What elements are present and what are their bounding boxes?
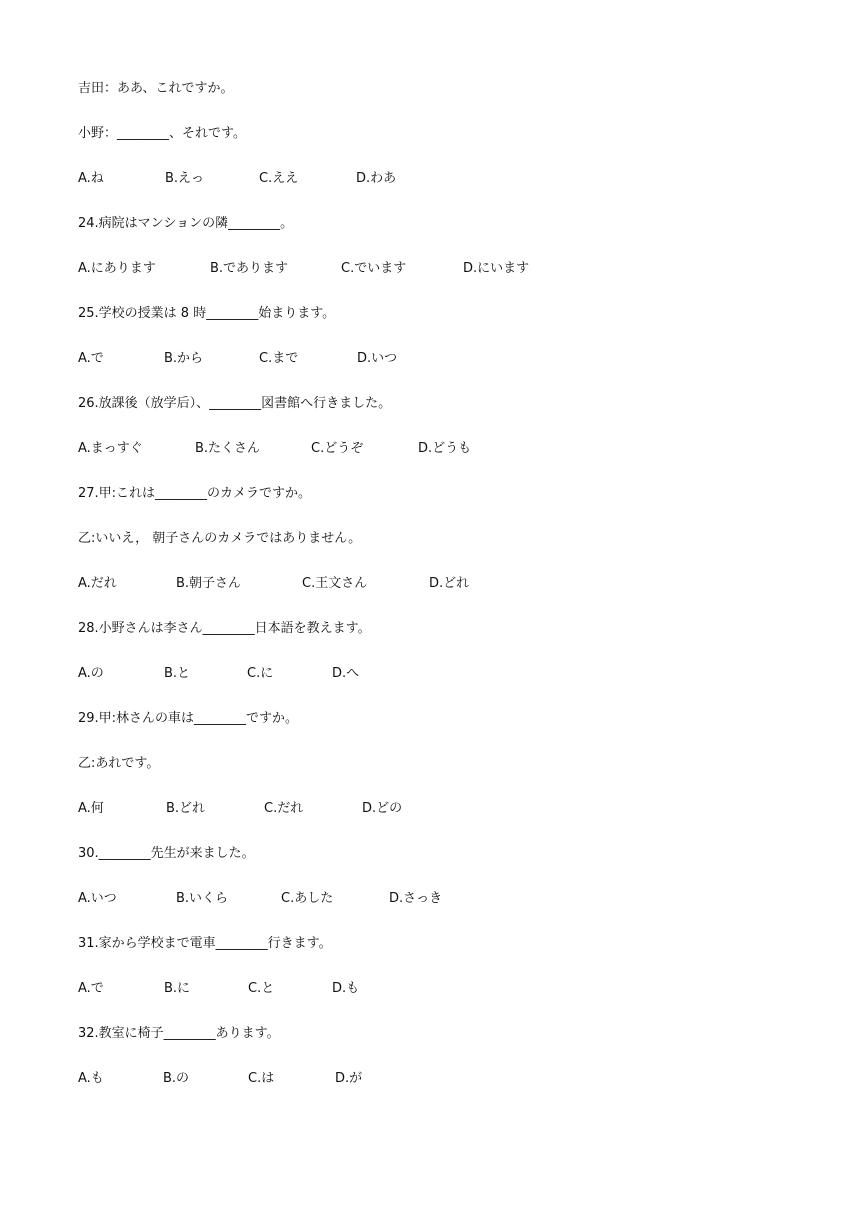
option-c: C.まで	[259, 351, 299, 366]
dialogue-line-otsu: 乙:あれです。	[78, 756, 160, 771]
question-31: 31.家から学校まで電車________行きます。	[78, 936, 332, 951]
question-30: 30.________先生が来ました。	[78, 846, 255, 861]
option-d: D.が	[335, 1071, 363, 1086]
option-b: B.の	[163, 1071, 190, 1086]
question-25: 25.学校の授業は 8 時________始まります。	[78, 306, 336, 321]
option-b: B.であります	[210, 261, 289, 276]
option-b: B.から	[164, 351, 204, 366]
option-c: C.王文さん	[302, 576, 368, 591]
option-d: D.いつ	[357, 351, 398, 366]
option-a: A.にあります	[78, 261, 156, 276]
question-32: 32.教室に椅子________あります。	[78, 1026, 280, 1041]
option-c: C.だれ	[264, 801, 304, 816]
option-a: A.まっすぐ	[78, 441, 143, 456]
dialogue-line-otsu: 乙:いいえ， 朝子さんのカメラではありません。	[78, 531, 362, 546]
option-a: A.で	[78, 981, 104, 996]
question-24: 24.病院はマンションの隣________。	[78, 216, 294, 231]
option-d: D.さっき	[389, 891, 443, 906]
option-c: C.と	[248, 981, 275, 996]
dialogue-line-yoshida: 吉田：ああ、これですか。	[78, 81, 234, 96]
option-a: A.いつ	[78, 891, 117, 906]
option-a: A.ね	[78, 171, 104, 186]
option-b: B.と	[164, 666, 191, 681]
option-c: C.ええ	[259, 171, 299, 186]
question-27: 27.甲:これは________のカメラですか。	[78, 486, 312, 501]
question-29: 29.甲:林さんの車は________ですか。	[78, 711, 299, 726]
option-b: B.に	[164, 981, 191, 996]
option-a: A.何	[78, 801, 104, 816]
dialogue-line-ono: 小野：________、それです。	[78, 126, 246, 141]
option-b: B.たくさん	[195, 441, 261, 456]
question-28: 28.小野さんは李さん________日本語を教えます。	[78, 621, 371, 636]
option-d: D.わあ	[356, 171, 397, 186]
option-b: B.えっ	[165, 171, 205, 186]
option-b: B.いくら	[176, 891, 229, 906]
option-d: D.にいます	[463, 261, 530, 276]
option-d: D.へ	[332, 666, 360, 681]
option-c: C.どうぞ	[311, 441, 364, 456]
option-d: D.どの	[362, 801, 403, 816]
option-a: A.で	[78, 351, 104, 366]
option-c: C.でいます	[341, 261, 407, 276]
question-26: 26.放課後（放学后）、________図書館へ行きました。	[78, 396, 392, 411]
option-c: C.に	[247, 666, 274, 681]
option-a: A.の	[78, 666, 104, 681]
option-c: C.は	[248, 1071, 275, 1086]
option-a: A.だれ	[78, 576, 117, 591]
option-d: D.も	[332, 981, 360, 996]
option-d: D.どれ	[429, 576, 470, 591]
option-a: A.も	[78, 1071, 104, 1086]
option-b: B.朝子さん	[176, 576, 242, 591]
option-d: D.どうも	[418, 441, 472, 456]
option-b: B.どれ	[166, 801, 206, 816]
option-c: C.あした	[281, 891, 334, 906]
